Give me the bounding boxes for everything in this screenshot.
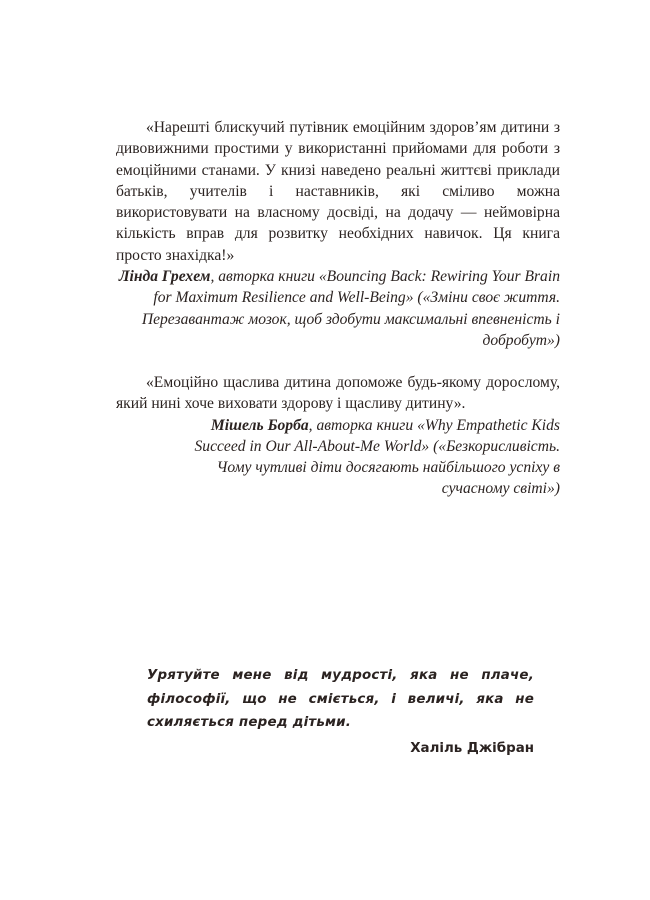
- testimonial-attribution: [116, 266, 560, 351]
- epigraph-text: Урятуйте мене від мудрості, яка не плаче, філософії, що не сміється, і величі, яка не схиляється перед дітьми.: [147, 668, 534, 730]
- testimonial-quote: «Нарешті блискучий путівник емоційним здоров’ям дитини з дивовижними простими у використанні прийомами для роботи з емоційними станами. У книзі наведено реальні життєві приклади батьків, учителів і наставників, які сміливо можна використовувати на власному досвіді, на додачу — неймовірна кількість вправ для розвитку необхідних навичок. Ця книга просто знахідка!»: [116, 119, 560, 264]
- testimonial-attribution: [116, 415, 560, 500]
- epigraph: [147, 664, 534, 760]
- epigraph-author: Халіль Джібран: [410, 740, 534, 756]
- testimonial-source: , авторка книги «Why Empathetic Kids Succeed in Our All-About-Me World» («Безкорисливість. Чому чутливі діти досягають найбільшого успіху в сучасному світі»): [194, 416, 560, 498]
- testimonial-quote: «Емоційно щаслива дитина допоможе будь-якому дорослому, який нині хоче виховати здорову і щасливу дитину».: [116, 374, 560, 413]
- testimonial-borba: [116, 372, 560, 500]
- testimonial-graham: [116, 117, 560, 351]
- testimonial-author: Лінда Грехем: [118, 268, 211, 286]
- testimonial-author: Мішель Борба: [210, 416, 309, 434]
- testimonial-source: , авторка книги «Bouncing Back: Rewiring Your Brain for Maximum Resilience and Well-Being» («Зміни своє життя. Перезавантаж мозок, щоб здобути максимальні впевненість і добробут»): [141, 268, 560, 349]
